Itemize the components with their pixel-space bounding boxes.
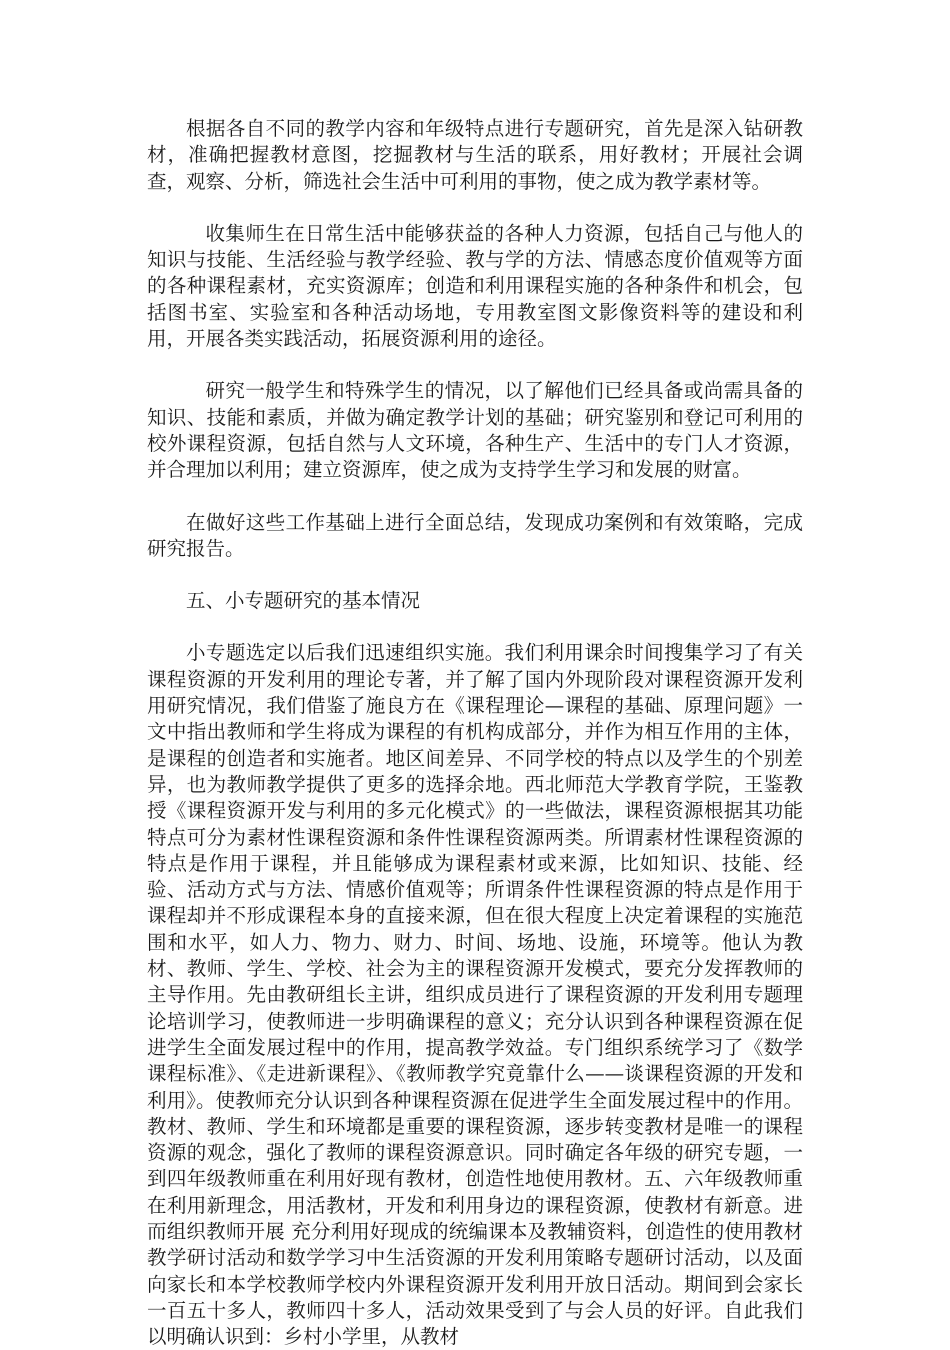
document-page <box>147 116 803 1350</box>
paragraph-summary-report: 在做好这些工作基础上进行全面总结，发现成功案例和有效策略，完成研究报告。 <box>147 510 803 560</box>
paragraph-human-resources: 收集师生在日常生活中能够获益的各种人力资源，包括自己与他人的知识与技能、生活经验与教学经验、教与学的方法、情感态度价值观等方面的各种课程素材，充实资源库；创造和利用课程实施的各种条件和机会，包括图书室、实验室和各种活动场地，专用教室图文影像资料等的建设和利用，开展各类实践活动，拓展资源利用的途径。 <box>147 221 803 351</box>
paragraph-teaching-content-research: 根据各自不同的教学内容和年级特点进行专题研究，首先是深入钻研教材，准确把握教材意图，挖掘教材与生活的联系，用好教材；开展社会调查，观察、分析，筛选社会生活中可利用的事物，使之成为教学素材等。 <box>147 117 803 193</box>
paragraph-student-study: 研究一般学生和特殊学生的情况，以了解他们已经具备或尚需具备的知识、技能和素质，并做为确定教学计划的基础；研究鉴别和登记可利用的校外课程资源，包括自然与人文环境，各种生产、生活中的专门人才资源，并合理加以利用；建立资源库，使之成为支持学生学习和发展的财富。 <box>147 379 803 482</box>
paragraph-project-implementation: 小专题选定以后我们迅速组织实施。我们利用课余时间搜集学习了有关课程资源的开发利用的理论专著，并了解了国内外现阶段对课程资源开发利用研究情况，我们借鉴了施良方在《课程理论—课程的基础、原理问题》一文中指出教师和学生将成为课程的有机构成部分，并作为相互作用的主体，是课程的创造者和实施者。地区间差异、不同学校的特点以及学生的个别差异，也为教师教学提供了更多的选择余地。西北师范大学教育学院，王鉴教授《课程资源开发与利用的多元化模式》的一些做法，课程资源根据其功能特点可分为素材性课程资源和条件性课程资源两类。所谓素材性课程资源的特点是作用于课程，并且能够成为课程素材或来源，比如知识、技能、经验、活动方式与方法、情感价值观等；所谓条件性课程资源的特点是作用于课程却并不形成课程本身的直接来源，但在很大程度上决定着课程的实施范围和水平，如人力、物力、财力、时间、场地、设施，环境等。他认为教材、教师、学生、学校、社会为主的课程资源开发模式，要充分发挥教师的主导作用。先由教研组长主讲，组织成员进行了课程资源的开发利用专题理论培训学习，使教师进一步明确课程的意义；充分认识到各种课程资源在促进学生全面发展过程中的作用，提高教学效益。专门组织系统学习了《数学课程标准》、《走进新课程》、《教师教学究竟靠什么——谈课程资源的开发和利用》。使教师充分认识到各种课程资源在促进学生全面发展过程中的作用。教材、教师、学生和环境都是重要的课程资源，逐步转变教材是唯一的课程资源的观念，强化了教师的课程资源意识。同时确定各年级的研究专题，一到四年级教师重在利用好现有教材，创造性地使用教材。五、六年级教师重在利用新理念，用活教材，开发和利用身边的课程资源，使教材有新意。进而组织教师开展 充分利用好现成的统编课本及教辅资料，创造性的使用教材教学研讨活动和数学学习中生活资源的开发利用策略专题研讨活动，以及面向家长和本学校教师学校内外课程资源开发利用开放日活动。期间到会家长一百五十多人，教师四十多人，活动效果受到了与会人员的好评。自此我们以明确认识到：乡村小学里，从教材 <box>147 641 803 1349</box>
section-heading: 五、小专题研究的基本情况 <box>186 589 421 613</box>
